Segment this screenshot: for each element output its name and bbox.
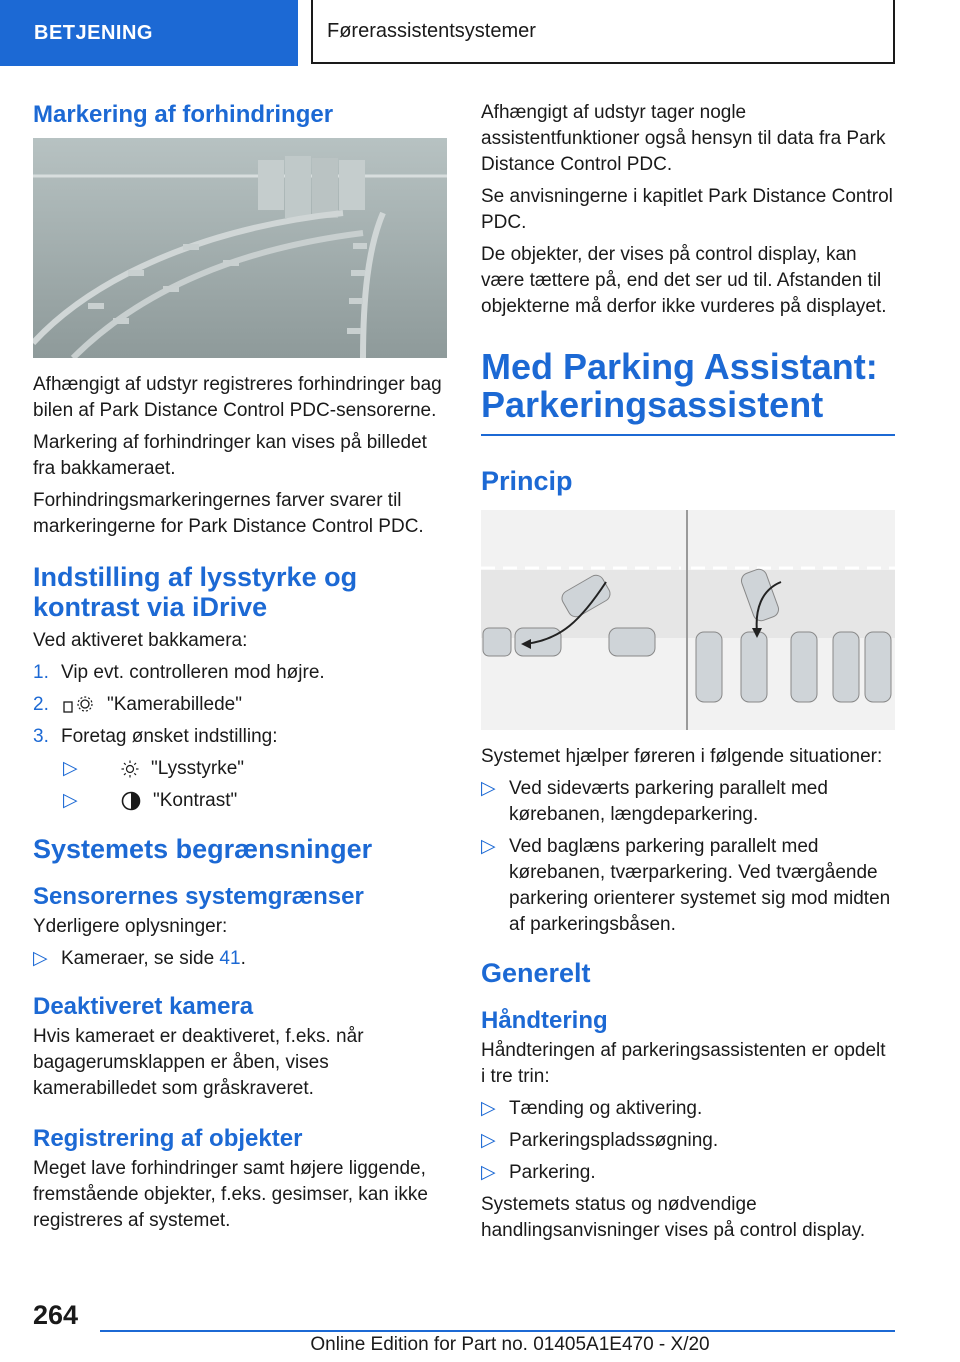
paragraph: Meget lave forhindringer samt højere liggende, fremstående objekter, f.eks. gesimser, kan ikke registreres af systemet. xyxy=(33,1158,428,1231)
steps-list xyxy=(481,1096,895,1186)
paragraph: Systemets status og nødvendige handlingsanvisninger vises på control display. xyxy=(481,1194,866,1241)
heading-deaktiveret: Deaktiveret kamera xyxy=(33,993,254,1020)
step-text: Vip evt. controlleren mod højre. xyxy=(61,662,325,683)
triangle-bullet-icon: ▷ xyxy=(481,836,496,857)
triangle-bullet-icon: ▷ xyxy=(481,1130,496,1151)
triangle-bullet-icon: ▷ xyxy=(33,948,48,969)
footer-rule xyxy=(100,1330,895,1332)
heading-princip: Princip xyxy=(481,466,573,496)
situation-list xyxy=(481,776,895,938)
list-item xyxy=(481,776,895,828)
heading-parking-assistant: Med Parking Assistant: Parkeringsassistent xyxy=(481,346,878,425)
camera-obstacle-illustration xyxy=(33,138,447,358)
camera-settings-icon xyxy=(61,694,95,716)
list-text: Ved sideværts parkering parallelt med kørebanen, længdeparkering. xyxy=(509,778,828,825)
list-text: Tænding og aktivering. xyxy=(509,1098,703,1119)
triangle-bullet-icon: ▷ xyxy=(481,778,496,799)
step-number: 2. xyxy=(33,694,49,715)
step-number: 1. xyxy=(33,662,49,683)
list-item xyxy=(33,756,447,782)
parking-principle-illustration xyxy=(481,510,895,730)
page-link[interactable]: 41 xyxy=(219,948,241,969)
heading-sensor: Sensorernes systemgrænser xyxy=(33,883,364,910)
list-item xyxy=(33,724,447,750)
steps-list xyxy=(33,660,447,814)
list-item xyxy=(481,1096,895,1122)
brightness-icon xyxy=(121,760,139,778)
list-text: Parkeringspladssøgning. xyxy=(509,1130,719,1151)
step-text: "Kamerabillede" xyxy=(107,694,242,715)
paragraph: Forhindringsmarkeringernes farver svarer til markeringerne for Park Distance Control PDC. xyxy=(33,490,424,537)
page-number: 264 xyxy=(33,1300,79,1330)
chapter-label: Førerassistentsystemer xyxy=(327,19,536,42)
paragraph: Markering af forhindringer kan vises på billedet fra bakkameraet. xyxy=(33,432,427,479)
paragraph: Afhængigt af udstyr tager nogle assistentfunktioner også hensyn til data fra Park Distance Control PDC. xyxy=(481,102,886,175)
option-text: "Lysstyrke" xyxy=(151,758,245,779)
section-label: BETJENING xyxy=(34,21,153,44)
paragraph: Hvis kameraet er deaktiveret, f.eks. når bagagerumsklappen er åben, vises kamerabilledet som gråskraveret. xyxy=(33,1026,364,1099)
heading-registrering: Registrering af objekter xyxy=(33,1125,303,1152)
paragraph: Yderligere oplysninger: xyxy=(33,916,228,937)
list-text: Kameraer, se side xyxy=(61,948,220,969)
paragraph: Se anvisningerne i kapitlet Park Distance Control PDC. xyxy=(481,186,893,233)
paragraph: Systemet hjælper føreren i følgende situationer: xyxy=(481,746,883,767)
list-item xyxy=(481,834,895,938)
triangle-bullet-icon: ▷ xyxy=(63,758,78,779)
contrast-icon xyxy=(121,791,141,811)
list-text: Ved baglæns parkering parallelt med kørebanen, tværparkering. Ved tværgående parkering orienterer systemet sig mod midten af parkeringsbåsen. xyxy=(509,836,891,935)
heading-indstilling: Indstilling af lysstyrke og kontrast via iDrive xyxy=(33,562,358,622)
list-text-end: . xyxy=(240,948,246,969)
heading-generelt: Generelt xyxy=(481,958,591,988)
step-text: Foretag ønsket indstilling: xyxy=(61,726,278,747)
heading-begraensninger: Systemets begrænsninger xyxy=(33,834,373,864)
heading-markering: Markering af forhindringer xyxy=(33,101,334,128)
camera-list xyxy=(33,946,447,972)
list-item xyxy=(33,946,447,972)
heading-handtering: Håndtering xyxy=(481,1007,608,1034)
list-item xyxy=(33,660,447,686)
section-tab xyxy=(0,0,298,66)
option-text: "Kontrast" xyxy=(153,790,238,811)
triangle-bullet-icon: ▷ xyxy=(481,1162,496,1183)
right-column xyxy=(481,100,895,1250)
list-item xyxy=(481,1160,895,1186)
triangle-bullet-icon: ▷ xyxy=(63,790,78,811)
list-item xyxy=(33,692,447,718)
triangle-bullet-icon: ▷ xyxy=(481,1098,496,1119)
heading-rule xyxy=(481,434,895,436)
edition-footer: Online Edition for Part no. 01405A1E470 - X/20 xyxy=(310,1334,710,1355)
paragraph: Afhængigt af udstyr registreres forhindringer bag bilen af Park Distance Control PDC-sensorerne. xyxy=(33,374,442,421)
chapter-header xyxy=(311,0,895,64)
paragraph: Ved aktiveret bakkamera: xyxy=(33,630,248,651)
left-column xyxy=(33,100,447,1240)
paragraph: Håndteringen af parkeringsassistenten er opdelt i tre trin: xyxy=(481,1040,886,1087)
step-number: 3. xyxy=(33,726,49,747)
list-item xyxy=(33,788,447,814)
list-text: Parkering. xyxy=(509,1162,596,1183)
list-item xyxy=(481,1128,895,1154)
paragraph: De objekter, der vises på control display, kan være tættere på, end det ser ud til. Afstanden til objekterne må derfor ikke vurderes på displayet. xyxy=(481,244,887,317)
